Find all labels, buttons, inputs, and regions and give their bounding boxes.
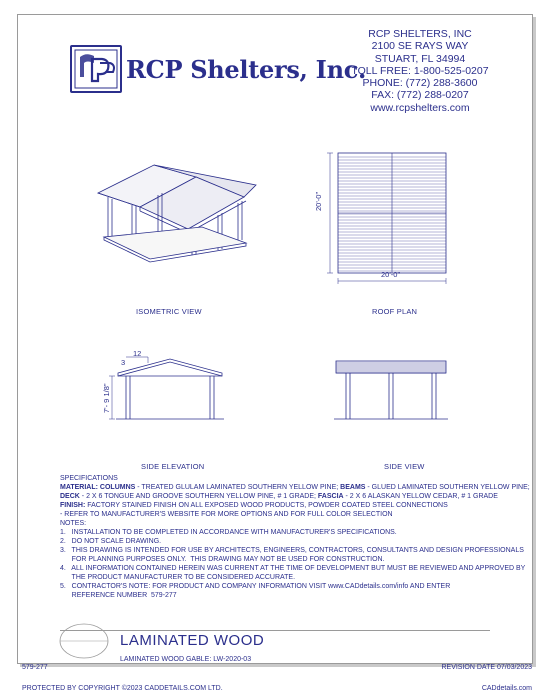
note-item: FOR PLANNING PURPOSES ONLY. THIS DRAWING MAY NOT BE USED FOR CONSTRUCTION. <box>60 556 385 563</box>
beams-label: BEAMS <box>340 484 366 491</box>
contact-website: www.rcpshelters.com <box>370 101 470 114</box>
drawing-title: LAMINATED WOOD <box>120 632 265 649</box>
note-item: 1. INSTALLATION TO BE COMPLETED IN ACCORDANCE WITH MANUFACTURER'S SPECIFICATIONS. <box>60 529 397 536</box>
material-label: MATERIAL: COLUMNS <box>60 484 136 491</box>
isometric-view-drawing <box>96 155 276 265</box>
revision-date: REVISION DATE 07/03/2023 <box>441 664 532 671</box>
side-view-caption: SIDE VIEW <box>384 462 425 471</box>
company-name: RCP Shelters, Inc. <box>126 55 367 84</box>
deck-text: - 2 X 6 TONGUE AND GROOVE SOUTHERN YELLOW PINE, # 1 GRADE; <box>79 493 318 500</box>
rcp-logo-icon <box>72 47 120 91</box>
pitch-rise-label: 3 <box>121 358 126 367</box>
fascia-text: - 2 X 6 ALASKAN YELLOW CEDAR, # 1 GRADE <box>343 493 498 500</box>
contact-city: STUART, FL 34994 <box>374 52 466 65</box>
notes-heading: NOTES: <box>60 520 87 527</box>
specs-heading: SPECIFICATIONS <box>60 475 118 482</box>
specs-material-line <box>60 483 530 492</box>
note-item: 2. DO NOT SCALE DRAWING. <box>60 538 162 545</box>
material-text: - TREATED GLULAM LAMINATED SOUTHERN YELLOW PINE; <box>135 484 341 491</box>
caddetails-brand: CADdetails.com <box>481 685 532 692</box>
reference-number: 579-277 <box>22 664 48 671</box>
roof-depth-dimension: 20'-0" <box>314 191 323 211</box>
side-view-drawing <box>324 349 464 429</box>
fascia-label: FASCIA <box>317 493 344 500</box>
drawing-sheet <box>17 14 533 664</box>
copyright-notice: PROTECTED BY COPYRIGHT ©2023 CADDETAILS.COM LTD. <box>22 685 223 692</box>
note-item: 4. ALL INFORMATION CONTAINED HEREIN WAS CURRENT AT THE TIME OF DEVELOPMENT BUT MUST BE REVIEWED AND APPROVED BY <box>60 565 526 572</box>
specs-finish-line <box>60 501 525 510</box>
title-block-divider <box>60 630 490 631</box>
beams-text: - GLUED LAMINATED SOUTHERN YELLOW PINE; <box>365 484 530 491</box>
finish-text: FACTORY STAINED FINISH ON ALL EXPOSED WOOD PRODUCTS, POWDER COATED STEEL CONNECTIONS <box>85 502 448 509</box>
contact-fax: FAX: (772) 288-0207 <box>371 89 469 102</box>
title-block-circle <box>58 622 118 660</box>
specs-deck-line <box>60 492 525 501</box>
finish-label: FINISH: <box>60 502 86 509</box>
contact-tollfree: TOLL FREE: 1-800-525-0207 <box>351 64 489 77</box>
note-item: THE PRODUCT MANUFACTURER TO BE CONSIDERED ACCURATE. <box>60 574 296 581</box>
specs-website-note: - REFER TO MANUFACTURER'S WEBSITE FOR MORE OPTIONS AND FOR FULL COLOR SELECTION <box>60 511 393 518</box>
roof-plan-caption: ROOF PLAN <box>372 307 418 316</box>
note-item: 3. THIS DRAWING IS INTENDED FOR USE BY ARCHITECTS, ENGINEERS, CONTRACTORS, CONSULTANTS AND DESIGN PROFESSIONALS <box>60 547 524 554</box>
side-elevation-caption: SIDE ELEVATION <box>141 462 205 471</box>
specifications-block <box>60 474 530 600</box>
contact-company: RCP SHELTERS, INC <box>368 28 472 40</box>
note-item: 5. CONTRACTOR'S NOTE: FOR PRODUCT AND COMPANY INFORMATION VISIT www.CADdetails.com/info AND ENTER <box>60 583 451 590</box>
height-dimension: 7'- 9 1/8" <box>102 383 111 413</box>
contact-block <box>330 28 510 114</box>
note-item: REFERENCE NUMBER 579-277 <box>60 592 177 599</box>
contact-street: 2100 SE RAYS WAY <box>371 40 469 53</box>
pitch-run-label: 12 <box>133 349 142 358</box>
drawing-subtitle: LAMINATED WOOD GABLE: LW-2020-03 <box>120 656 252 663</box>
isometric-view-caption: ISOMETRIC VIEW <box>136 307 202 316</box>
deck-label: DECK <box>60 493 80 500</box>
contact-phone: PHONE: (772) 288-3600 <box>362 77 478 90</box>
roof-width-dimension: 20'-0" <box>381 270 401 279</box>
company-logo <box>70 45 122 93</box>
